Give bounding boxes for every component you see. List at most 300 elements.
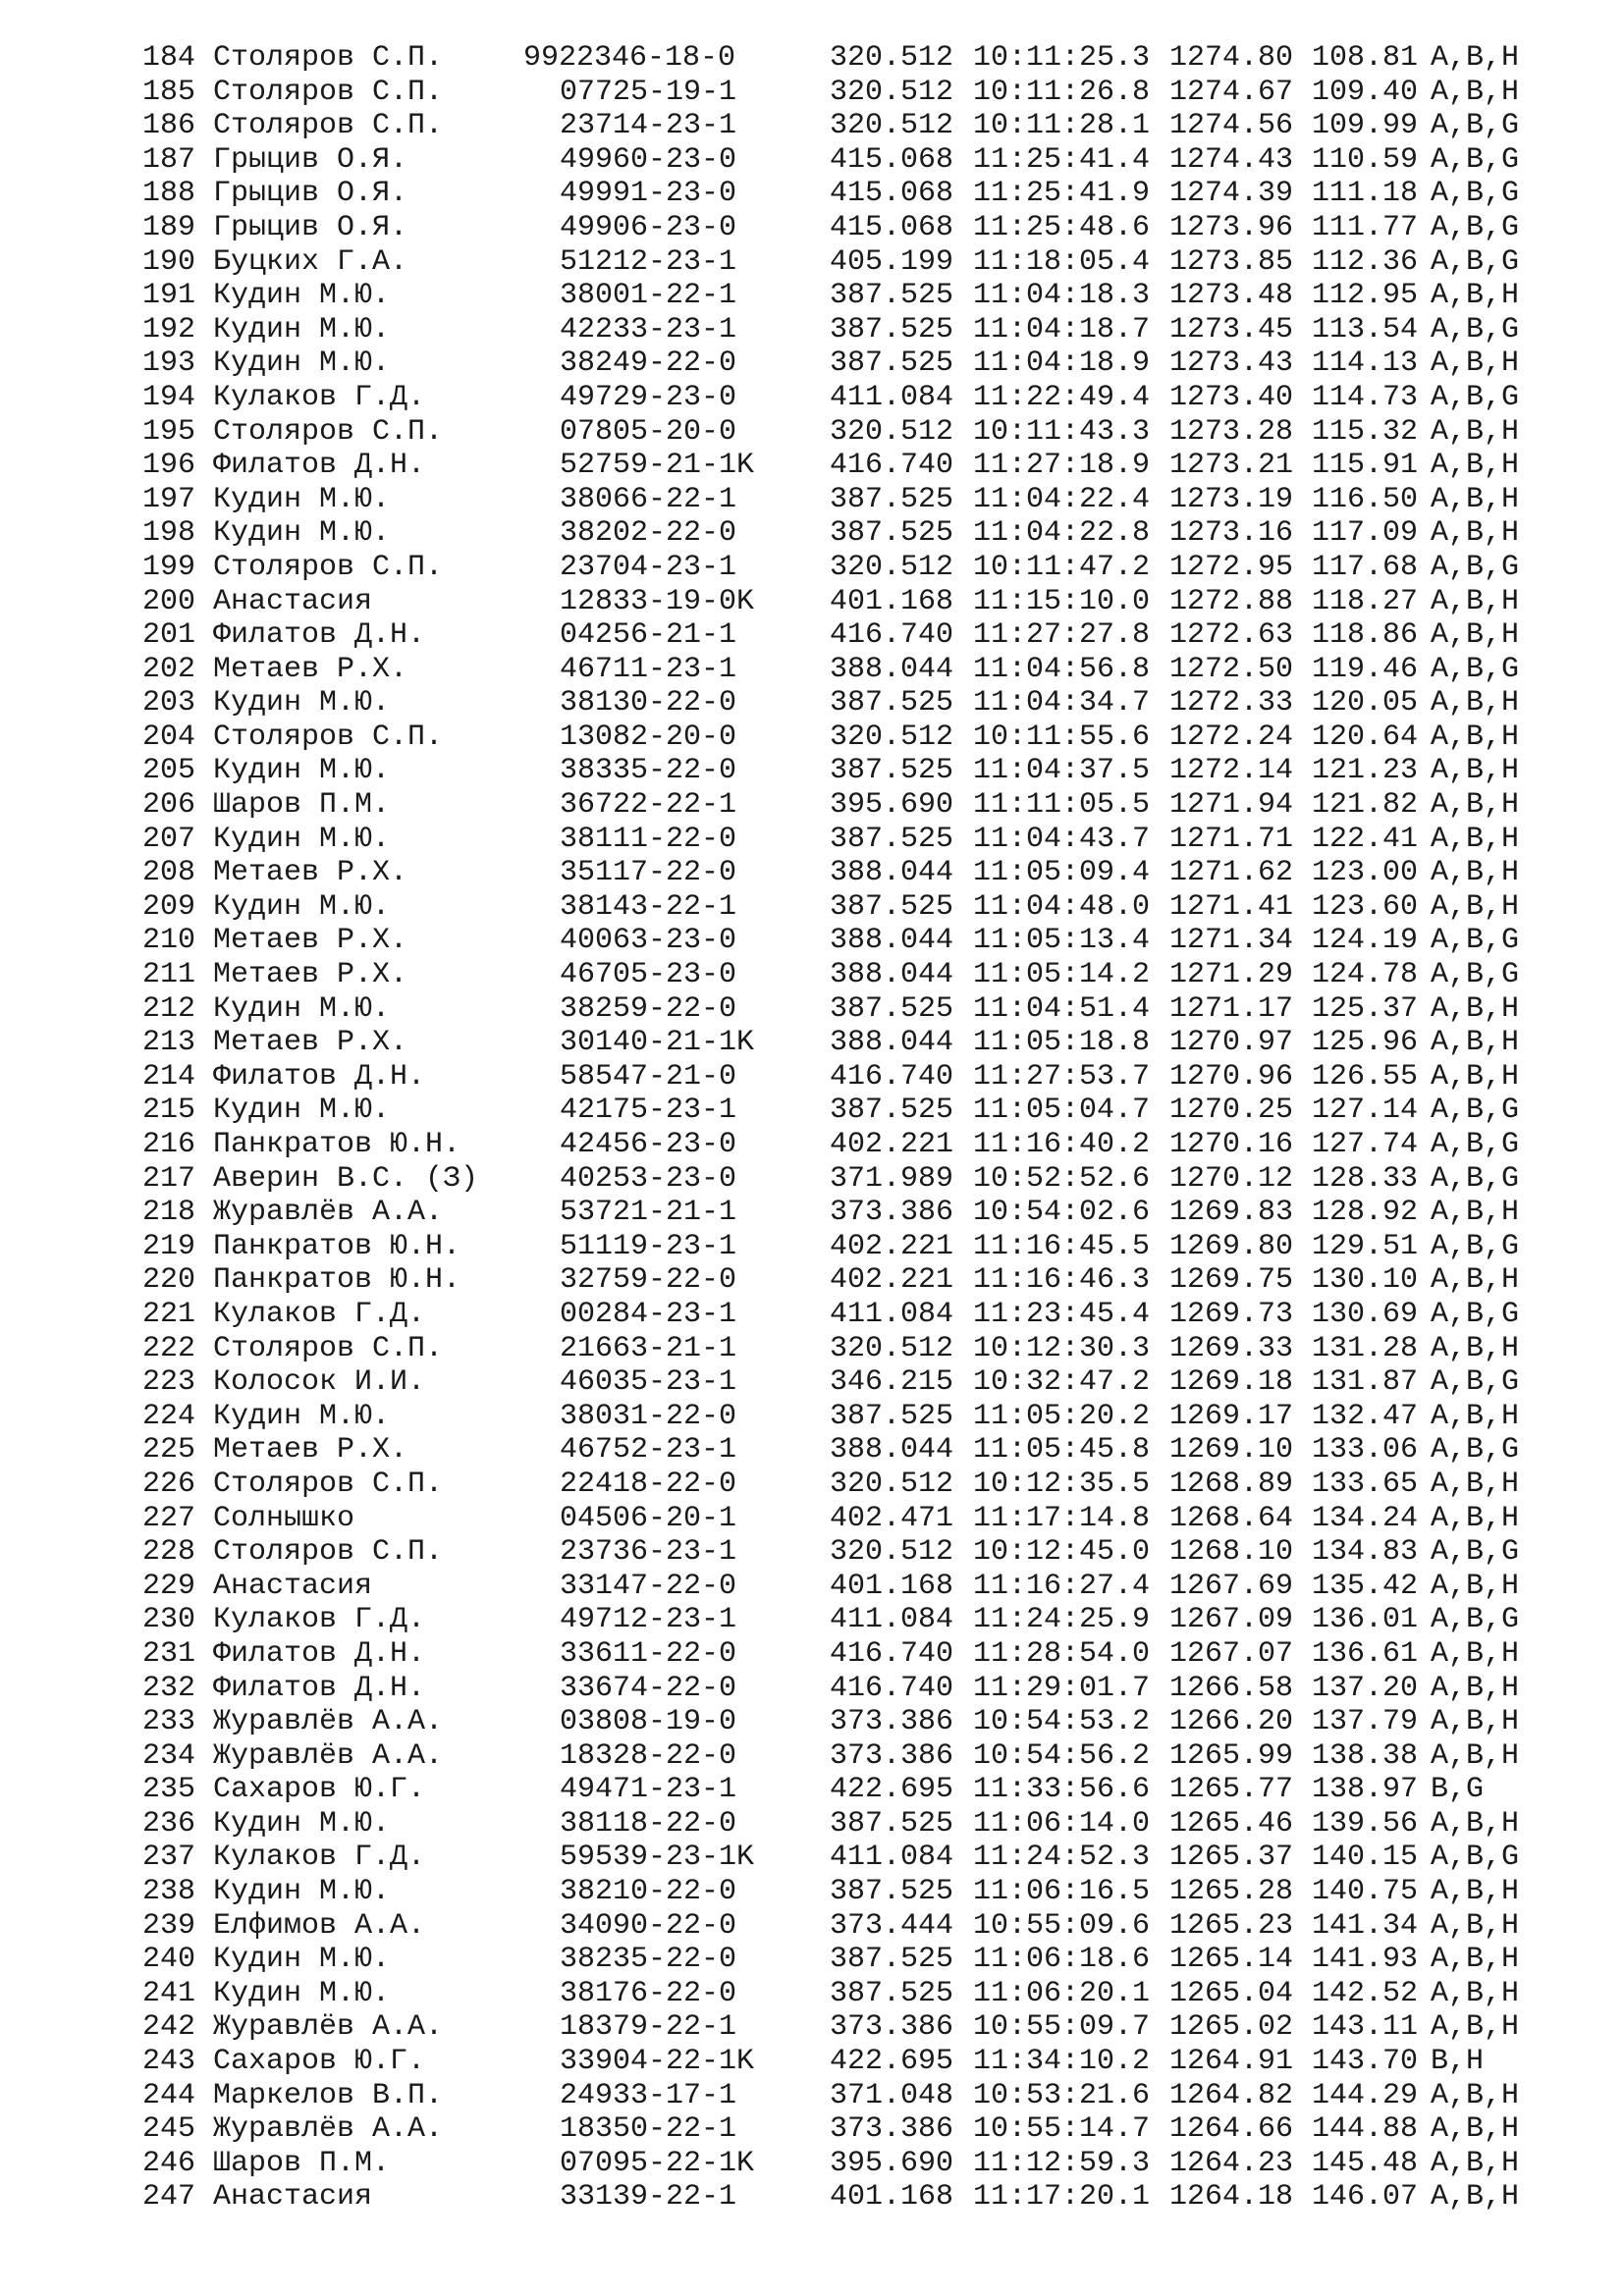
ring-cell: 07725-19-1 [560, 75, 737, 109]
distance-cell: 373.386 [830, 1196, 954, 1230]
name-cell: Анастасия [213, 1569, 373, 1603]
name-cell: Кудин М.Ю. [213, 1875, 391, 1909]
name-cell: Столяров С.П. [213, 720, 444, 754]
speed-cell: 1273.96 [1169, 210, 1294, 244]
points-cell: 131.87 [1312, 1365, 1419, 1400]
points-cell: 133.65 [1312, 1467, 1419, 1501]
points-cell: 110.59 [1312, 142, 1419, 177]
flags-cell: A,B,H [1431, 1263, 1520, 1298]
place-cell: 227 [142, 1501, 196, 1535]
ring-cell: 46711-23-1 [560, 652, 737, 686]
name-cell: Панкратов Ю.Н. [213, 1263, 461, 1298]
flags-cell: A,B,H [1431, 1331, 1520, 1365]
name-cell: Столяров С.П. [213, 1535, 444, 1570]
distance-cell: 388.044 [830, 652, 954, 686]
flags-cell: A,B,G [1431, 312, 1520, 347]
points-cell: 117.09 [1312, 516, 1419, 551]
distance-cell: 395.690 [830, 788, 954, 823]
speed-cell: 1269.10 [1169, 1433, 1294, 1468]
ring-cell: 42175-23-1 [560, 1094, 737, 1128]
points-cell: 127.14 [1312, 1094, 1419, 1128]
ring-cell: 51119-23-1 [560, 1229, 737, 1263]
speed-cell: 1264.91 [1169, 2045, 1294, 2079]
speed-cell: 1267.09 [1169, 1603, 1294, 1637]
distance-cell: 411.084 [830, 1603, 954, 1637]
flags-cell: A,B,G [1431, 109, 1520, 143]
table-row [142, 2112, 1596, 2147]
arrival-time-cell: 11:04:34.7 [973, 686, 1151, 721]
points-cell: 128.33 [1312, 1161, 1419, 1196]
points-cell: 118.27 [1312, 584, 1419, 618]
name-cell: Журавлёв А.А. [213, 1705, 444, 1739]
place-cell: 189 [142, 210, 196, 244]
distance-cell: 387.525 [830, 516, 954, 551]
distance-cell: 320.512 [830, 550, 954, 584]
name-cell: Столяров С.П. [213, 41, 444, 75]
place-cell: 213 [142, 1026, 196, 1060]
table-row [142, 516, 1596, 551]
name-cell: Кудин М.Ю. [213, 1976, 391, 2010]
arrival-time-cell: 11:33:56.6 [973, 1773, 1151, 1807]
flags-cell: A,B,H [1431, 584, 1520, 618]
flags-cell: A,B,H [1431, 618, 1520, 653]
arrival-time-cell: 11:04:48.0 [973, 889, 1151, 924]
speed-cell: 1272.95 [1169, 550, 1294, 584]
points-cell: 123.00 [1312, 856, 1419, 890]
flags-cell: A,B,H [1431, 1908, 1520, 1943]
arrival-time-cell: 11:34:10.2 [973, 2045, 1151, 2079]
name-cell: Филатов Д.Н. [213, 1671, 426, 1705]
points-cell: 128.92 [1312, 1196, 1419, 1230]
flags-cell: A,B,H [1431, 2146, 1520, 2180]
table-row [142, 958, 1596, 992]
place-cell: 216 [142, 1128, 196, 1161]
table-row [142, 585, 1596, 619]
distance-cell: 411.084 [830, 1297, 954, 1331]
ring-cell: 40063-23-0 [560, 924, 737, 958]
points-cell: 124.19 [1312, 924, 1419, 958]
table-row [142, 41, 1596, 76]
place-cell: 230 [142, 1603, 196, 1637]
arrival-time-cell: 11:05:09.4 [973, 856, 1151, 890]
distance-cell: 422.695 [830, 2045, 954, 2079]
place-cell: 210 [142, 924, 196, 958]
name-cell: Кудин М.Ю. [213, 482, 391, 516]
arrival-time-cell: 11:16:40.2 [973, 1128, 1151, 1161]
flags-cell: A,B,G [1431, 1094, 1520, 1128]
distance-cell: 416.740 [830, 1636, 954, 1671]
points-cell: 111.77 [1312, 210, 1419, 244]
speed-cell: 1271.17 [1169, 991, 1294, 1026]
table-row [142, 1298, 1596, 1332]
table-row [142, 1807, 1596, 1842]
table-row [142, 1128, 1596, 1162]
points-cell: 117.68 [1312, 550, 1419, 584]
flags-cell: A,B,H [1431, 1705, 1520, 1739]
name-cell: Столяров С.П. [213, 1331, 444, 1365]
ring-cell: 18350-22-1 [560, 2112, 737, 2147]
name-cell: Кудин М.Ю. [213, 822, 391, 856]
place-cell: 247 [142, 2180, 196, 2215]
speed-cell: 1269.75 [1169, 1263, 1294, 1298]
speed-cell: 1272.24 [1169, 720, 1294, 754]
distance-cell: 401.168 [830, 584, 954, 618]
ring-cell: 49960-23-0 [560, 142, 737, 177]
name-cell: Кудин М.Ю. [213, 991, 391, 1026]
flags-cell: A,B,H [1431, 2112, 1520, 2147]
speed-cell: 1270.96 [1169, 1059, 1294, 1094]
speed-cell: 1270.25 [1169, 1094, 1294, 1128]
table-row [142, 1603, 1596, 1637]
flags-cell: A,B,H [1431, 482, 1520, 516]
place-cell: 211 [142, 958, 196, 992]
speed-cell: 1272.88 [1169, 584, 1294, 618]
speed-cell: 1270.16 [1169, 1128, 1294, 1161]
points-cell: 130.69 [1312, 1297, 1419, 1331]
place-cell: 186 [142, 109, 196, 143]
speed-cell: 1264.23 [1169, 2146, 1294, 2180]
table-row [142, 823, 1596, 857]
ring-cell: 59539-23-1K [560, 1841, 755, 1875]
place-cell: 222 [142, 1331, 196, 1365]
table-row [142, 279, 1596, 313]
flags-cell: A,B,H [1431, 1399, 1520, 1433]
speed-cell: 1274.39 [1169, 177, 1294, 211]
table-row [142, 1705, 1596, 1739]
name-cell: Метаев Р.Х. [213, 924, 408, 958]
distance-cell: 416.740 [830, 1671, 954, 1705]
points-cell: 121.82 [1312, 788, 1419, 823]
ring-cell: 33147-22-0 [560, 1569, 737, 1603]
speed-cell: 1273.19 [1169, 482, 1294, 516]
arrival-time-cell: 11:04:43.7 [973, 822, 1151, 856]
name-cell: Грыцив О.Я. [213, 210, 408, 244]
table-row [142, 2079, 1596, 2113]
name-cell: Журавлёв А.А. [213, 1738, 444, 1773]
flags-cell: A,B,G [1431, 924, 1520, 958]
distance-cell: 373.386 [830, 1705, 954, 1739]
place-cell: 244 [142, 2078, 196, 2112]
place-cell: 199 [142, 550, 196, 584]
place-cell: 237 [142, 1841, 196, 1875]
table-row [142, 1875, 1596, 1909]
table-row [142, 1162, 1596, 1197]
flags-cell: A,B,G [1431, 244, 1520, 279]
arrival-time-cell: 11:06:16.5 [973, 1875, 1151, 1909]
distance-cell: 387.525 [830, 1399, 954, 1433]
points-cell: 138.97 [1312, 1773, 1419, 1807]
distance-cell: 401.168 [830, 1569, 954, 1603]
place-cell: 212 [142, 991, 196, 1026]
table-row [142, 1841, 1596, 1875]
points-cell: 112.95 [1312, 279, 1419, 313]
name-cell: Грыцив О.Я. [213, 177, 408, 211]
speed-cell: 1274.80 [1169, 41, 1294, 75]
ring-cell: 49906-23-0 [560, 210, 737, 244]
points-cell: 114.73 [1312, 380, 1419, 414]
table-row [142, 2045, 1596, 2079]
distance-cell: 416.740 [830, 618, 954, 653]
ring-cell: 23704-23-1 [560, 550, 737, 584]
flags-cell: A,B,H [1431, 75, 1520, 109]
table-row [142, 347, 1596, 381]
table-row [142, 245, 1596, 280]
flags-cell: A,B,G [1431, 1433, 1520, 1468]
table-row [142, 856, 1596, 890]
ring-cell: 12833-19-0K [560, 584, 755, 618]
place-cell: 224 [142, 1399, 196, 1433]
table-row [142, 686, 1596, 721]
arrival-time-cell: 10:52:52.6 [973, 1161, 1151, 1196]
ring-cell: 49712-23-1 [560, 1603, 737, 1637]
table-row [142, 1094, 1596, 1128]
table-row [142, 381, 1596, 415]
points-cell: 115.32 [1312, 414, 1419, 449]
name-cell: Столяров С.П. [213, 1467, 444, 1501]
arrival-time-cell: 10:54:53.2 [973, 1705, 1151, 1739]
flags-cell: A,B,G [1431, 1365, 1520, 1400]
arrival-time-cell: 11:04:18.7 [973, 312, 1151, 347]
place-cell: 219 [142, 1229, 196, 1263]
place-cell: 245 [142, 2112, 196, 2147]
speed-cell: 1274.67 [1169, 75, 1294, 109]
arrival-time-cell: 11:11:05.5 [973, 788, 1151, 823]
distance-cell: 387.525 [830, 312, 954, 347]
flags-cell: A,B,H [1431, 1875, 1520, 1909]
table-row [142, 1332, 1596, 1366]
table-row [142, 618, 1596, 653]
points-cell: 113.54 [1312, 312, 1419, 347]
ring-cell: 21663-21-1 [560, 1331, 737, 1365]
points-cell: 129.51 [1312, 1229, 1419, 1263]
arrival-time-cell: 11:22:49.4 [973, 380, 1151, 414]
distance-cell: 387.525 [830, 347, 954, 381]
ring-cell: 38176-22-0 [560, 1976, 737, 2010]
speed-cell: 1274.43 [1169, 142, 1294, 177]
name-cell: Кулаков Г.Д. [213, 1841, 426, 1875]
flags-cell: A,B,H [1431, 2180, 1520, 2215]
place-cell: 198 [142, 516, 196, 551]
points-cell: 146.07 [1312, 2180, 1419, 2215]
distance-cell: 388.044 [830, 924, 954, 958]
table-row [142, 1637, 1596, 1672]
flags-cell: A,B,G [1431, 958, 1520, 992]
flags-cell: A,B,H [1431, 414, 1520, 449]
table-row [142, 483, 1596, 517]
speed-cell: 1273.40 [1169, 380, 1294, 414]
name-cell: Шаров П.М. [213, 2146, 391, 2180]
distance-cell: 416.740 [830, 1059, 954, 1094]
distance-cell: 402.221 [830, 1229, 954, 1263]
ring-cell: 53721-21-1 [560, 1196, 737, 1230]
name-cell: Елфимов А.А. [213, 1908, 426, 1943]
name-cell: Филатов Д.Н. [213, 1059, 426, 1094]
table-row [142, 415, 1596, 450]
name-cell: Кулаков Г.Д. [213, 380, 426, 414]
place-cell: 228 [142, 1535, 196, 1570]
table-row [142, 1468, 1596, 1502]
distance-cell: 387.525 [830, 822, 954, 856]
ring-cell: 38066-22-1 [560, 482, 737, 516]
place-cell: 214 [142, 1059, 196, 1094]
name-cell: Метаев Р.Х. [213, 652, 408, 686]
flags-cell: A,B,H [1431, 1976, 1520, 2010]
place-cell: 194 [142, 380, 196, 414]
flags-cell: A,B,G [1431, 550, 1520, 584]
place-cell: 243 [142, 2045, 196, 2079]
points-cell: 135.42 [1312, 1569, 1419, 1603]
flags-cell: A,B,G [1431, 1128, 1520, 1161]
table-row [142, 788, 1596, 823]
place-cell: 184 [142, 41, 196, 75]
flags-cell: A,B,H [1431, 516, 1520, 551]
place-cell: 208 [142, 856, 196, 890]
ring-cell: 24933-17-1 [560, 2078, 737, 2112]
flags-cell: A,B,H [1431, 1806, 1520, 1841]
ring-cell: 07805-20-0 [560, 414, 737, 449]
ring-cell: 36722-22-1 [560, 788, 737, 823]
points-cell: 126.55 [1312, 1059, 1419, 1094]
arrival-time-cell: 11:25:41.9 [973, 177, 1151, 211]
place-cell: 202 [142, 652, 196, 686]
name-cell: Кудин М.Ю. [213, 754, 391, 788]
speed-cell: 1274.56 [1169, 109, 1294, 143]
table-row [142, 2010, 1596, 2045]
arrival-time-cell: 10:55:09.6 [973, 1908, 1151, 1943]
ring-cell: 38130-22-0 [560, 686, 737, 721]
flags-cell: A,B,H [1431, 1467, 1520, 1501]
arrival-time-cell: 10:12:30.3 [973, 1331, 1151, 1365]
speed-cell: 1265.46 [1169, 1806, 1294, 1841]
arrival-time-cell: 11:24:52.3 [973, 1841, 1151, 1875]
speed-cell: 1269.18 [1169, 1365, 1294, 1400]
distance-cell: 387.525 [830, 1976, 954, 2010]
points-cell: 136.01 [1312, 1603, 1419, 1637]
speed-cell: 1265.28 [1169, 1875, 1294, 1909]
flags-cell: A,B,H [1431, 822, 1520, 856]
flags-cell: A,B,H [1431, 41, 1520, 75]
flags-cell: A,B,G [1431, 1603, 1520, 1637]
distance-cell: 371.989 [830, 1161, 954, 1196]
speed-cell: 1269.83 [1169, 1196, 1294, 1230]
speed-cell: 1265.99 [1169, 1738, 1294, 1773]
place-cell: 197 [142, 482, 196, 516]
points-cell: 115.91 [1312, 449, 1419, 483]
place-cell: 234 [142, 1738, 196, 1773]
place-cell: 218 [142, 1196, 196, 1230]
points-cell: 112.36 [1312, 244, 1419, 279]
distance-cell: 373.444 [830, 1908, 954, 1943]
points-cell: 144.88 [1312, 2112, 1419, 2147]
place-cell: 221 [142, 1297, 196, 1331]
table-row [142, 211, 1596, 245]
name-cell: Анастасия [213, 2180, 373, 2215]
table-row [142, 1739, 1596, 1774]
points-cell: 111.18 [1312, 177, 1419, 211]
flags-cell: A,B,G [1431, 1841, 1520, 1875]
arrival-time-cell: 11:28:54.0 [973, 1636, 1151, 1671]
flags-cell: A,B,H [1431, 1636, 1520, 1671]
place-cell: 204 [142, 720, 196, 754]
points-cell: 109.40 [1312, 75, 1419, 109]
speed-cell: 1268.10 [1169, 1535, 1294, 1570]
distance-cell: 371.048 [830, 2078, 954, 2112]
speed-cell: 1269.73 [1169, 1297, 1294, 1331]
table-row [142, 143, 1596, 178]
place-cell: 196 [142, 449, 196, 483]
points-cell: 130.10 [1312, 1263, 1419, 1298]
points-cell: 121.23 [1312, 754, 1419, 788]
ring-cell: 38001-22-1 [560, 279, 737, 313]
points-cell: 127.74 [1312, 1128, 1419, 1161]
place-cell: 241 [142, 1976, 196, 2010]
name-cell: Филатов Д.Н. [213, 1636, 426, 1671]
flags-cell: A,B,G [1431, 652, 1520, 686]
distance-cell: 373.386 [830, 1738, 954, 1773]
name-cell: Маркелов В.П. [213, 2078, 444, 2112]
ring-cell: 38031-22-0 [560, 1399, 737, 1433]
points-cell: 140.15 [1312, 1841, 1419, 1875]
points-cell: 123.60 [1312, 889, 1419, 924]
name-cell: Журавлёв А.А. [213, 2112, 444, 2147]
distance-cell: 415.068 [830, 177, 954, 211]
arrival-time-cell: 10:11:25.3 [973, 41, 1151, 75]
place-cell: 190 [142, 244, 196, 279]
name-cell: Буцких Г.А. [213, 244, 408, 279]
flags-cell: A,B,G [1431, 380, 1520, 414]
name-cell: Анастасия [213, 584, 373, 618]
ring-cell: 38249-22-0 [560, 347, 737, 381]
flags-cell: A,B,G [1431, 177, 1520, 211]
ring-cell: 38143-22-1 [560, 889, 737, 924]
points-cell: 145.48 [1312, 2146, 1419, 2180]
ring-cell: 49991-23-0 [560, 177, 737, 211]
name-cell: Грыцив О.Я. [213, 142, 408, 177]
distance-cell: 388.044 [830, 1433, 954, 1468]
distance-cell: 320.512 [830, 109, 954, 143]
points-cell: 143.70 [1312, 2045, 1419, 2079]
ring-cell: 38202-22-0 [560, 516, 737, 551]
ring-cell: 07095-22-1K [560, 2146, 755, 2180]
distance-cell: 402.221 [830, 1263, 954, 1298]
table-row [142, 1672, 1596, 1706]
place-cell: 185 [142, 75, 196, 109]
points-cell: 140.75 [1312, 1875, 1419, 1909]
table-row [142, 2147, 1596, 2181]
arrival-time-cell: 11:17:14.8 [973, 1501, 1151, 1535]
table-row [142, 1535, 1596, 1570]
distance-cell: 320.512 [830, 1467, 954, 1501]
speed-cell: 1265.04 [1169, 1976, 1294, 2010]
points-cell: 136.61 [1312, 1636, 1419, 1671]
distance-cell: 387.525 [830, 1806, 954, 1841]
distance-cell: 387.525 [830, 1094, 954, 1128]
arrival-time-cell: 11:04:37.5 [973, 754, 1151, 788]
table-row [142, 1977, 1596, 2011]
points-cell: 141.93 [1312, 1943, 1419, 1977]
ring-cell: 51212-23-1 [560, 244, 737, 279]
ring-cell: 23736-23-1 [560, 1535, 737, 1570]
arrival-time-cell: 11:04:18.3 [973, 279, 1151, 313]
flags-cell: A,B,H [1431, 1671, 1520, 1705]
arrival-time-cell: 11:27:27.8 [973, 618, 1151, 653]
name-cell: Столяров С.П. [213, 109, 444, 143]
distance-cell: 405.199 [830, 244, 954, 279]
flags-cell: A,B,G [1431, 1297, 1520, 1331]
place-cell: 240 [142, 1943, 196, 1977]
place-cell: 192 [142, 312, 196, 347]
name-cell: Аверин В.С. (З) [213, 1161, 479, 1196]
